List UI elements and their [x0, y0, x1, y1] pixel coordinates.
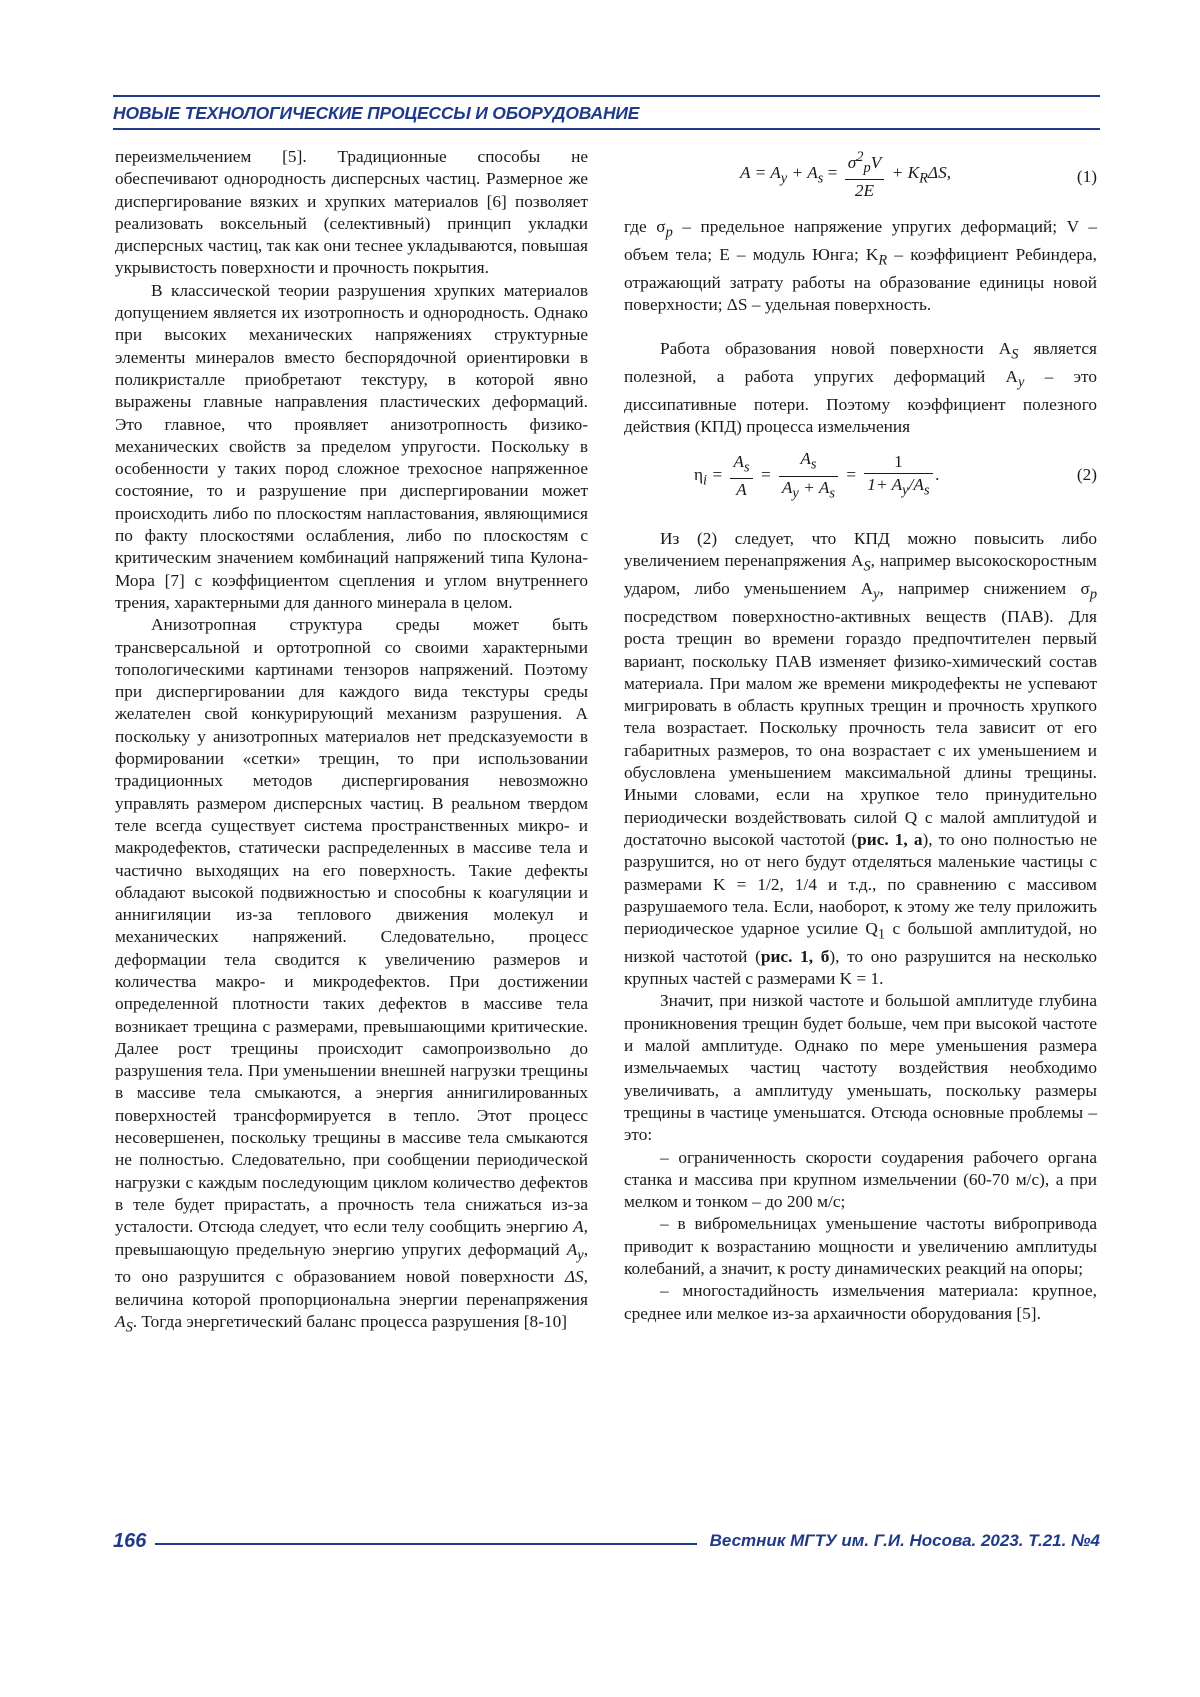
- paragraph-1: переизмельчением [5]. Традиционные способы не обеспечивают однородность дисперсных частиц. Размерное же диспергирование вязких и хрупких материалов [6] позволяет реализовать воксельный (селективный) принцип укладки дисперсных частиц, так как они теснее укладываются, повышая укрывистость поверхности и прочность покрытия.: [115, 146, 588, 280]
- equation-1-body: A = Ay + As = σ2pV 2E + KRΔS,: [740, 146, 951, 202]
- figure-ref-1b: рис. 1, б: [761, 947, 830, 966]
- running-footer: [113, 1530, 1100, 1560]
- list-item-1: – ограниченность скорости соударения рабочего органа станка и массива при крупном измельчении (60-70 м/с), а при мелком и тонком – до 200 м/с;: [624, 1147, 1097, 1214]
- equation-1-fraction: σ2pV 2E: [845, 146, 885, 202]
- figure-ref-1a: рис. 1, а: [857, 830, 922, 849]
- equation-2-body: ηi = As A = As Ay + As = 1 1+ Ay/As .: [694, 448, 940, 504]
- p3-c: , величина которой пропорциональна энергии перенапряжения: [115, 1267, 588, 1308]
- kpd-paragraph: Из (2) следует, что КПД можно повысить либо увеличением перенапряжения AS, например высокоскоростным ударом, либо уменьшением Ay, например снижением σp посредством поверхностно-активных веществ (ПАВ). Для роста трещин во времени гораздо предпочтителен первый вариант, поскольку ПАВ изменяет физико-химический состав материала. При малом же времени микродефекты не успевают мигрировать в область крупных трещин и прочность хрупкого тела возрастает. Поскольку прочность тела зависит от его габаритных размеров, то она возрастает с их уменьшением и обусловлена уменьшением максимальной длины трещины. Иными словами, если на хрупкое тело принудительно периодически воздействовать силой Q с малой амплитудой и достаточно высокой частотой (рис. 1, а), то оно полностью не разрушится, но от него будут отделяться маленькие частицы с размерами K = 1/2, 1/4 и т.д., по сравнению с массивом разрушаемого тела. Если, наоборот, к этому же телу приложить периодическое ударное усилие Q1 с большой амплитудой, но низкой частотой (рис. 1, б), то оно разрушится на несколько крупных частей с размерами K = 1.: [624, 528, 1097, 990]
- p3-b: , то оно разрушится с образованием новой поверхности: [115, 1240, 588, 1287]
- left-column: [115, 146, 588, 1339]
- list-item-2: – в вибромельницах уменьшение частоты вибропривода приводит к возрастанию мощности и увеличению амплитуды колебаний, а значит, к росту динамических реакций на опоры;: [624, 1213, 1097, 1280]
- page-number: 166: [113, 1530, 146, 1553]
- symbol-dS: ΔS: [565, 1267, 584, 1286]
- symbol-S: S: [126, 1319, 133, 1335]
- running-header: [113, 95, 1100, 130]
- work-paragraph: Работа образования новой поверхности AS является полезной, а работа упругих деформаций Ay – это диссипативные потери. Поэтому коэффициент полезного действия (КПД) процесса измельчения: [624, 338, 1097, 438]
- where-paragraph: где σp – предельное напряжение упругих деформаций; V – объем тела; E – модуль Юнга; KR – коэффициент Ребиндера, отражающий затрату работы на образование единицы новой поверхности; ΔS – удельная поверхность.: [624, 216, 1097, 316]
- list-item-3: – многостадийность измельчения материала: крупное, среднее или мелкое из-за архаичности оборудования [5].: [624, 1280, 1097, 1325]
- symbol-Ay: A: [567, 1240, 578, 1259]
- symbol-As: A: [115, 1312, 126, 1331]
- right-column: [624, 146, 1097, 1325]
- p3-d: . Тогда энергетический баланс процесса разрушения [8-10]: [133, 1312, 567, 1331]
- journal-citation: Вестник МГТУ им. Г.И. Носова. 2023. Т.21. №4: [710, 1531, 1100, 1551]
- symbol-A: A: [573, 1217, 584, 1236]
- footer-rule: [155, 1543, 697, 1545]
- equation-1-number: (1): [1077, 166, 1097, 188]
- equation-1: [624, 146, 1097, 216]
- equation-2: [624, 444, 1097, 524]
- symbol-y: y: [577, 1247, 583, 1263]
- section-title: НОВЫЕ ТЕХНОЛОГИЧЕСКИЕ ПРОЦЕССЫ И ОБОРУДОВАНИЕ: [113, 97, 1100, 128]
- header-rule-bottom: [113, 128, 1100, 130]
- frequency-paragraph: Значит, при низкой частоте и большой амплитуде глубина проникновения трещин будет больше, чем при высокой частоте и малой амплитуде. Однако по мере уменьшения размера измельчаемых частиц частоту воздействия необходимо увеличивать, а амплитуду уменьшать, поскольку размеры трещины в частице уменьшатся. Отсюда основные проблемы – это:: [624, 990, 1097, 1146]
- p3-text: Анизотропная структура среды может быть трансверсальной и ортотропной со своими характерными топологическими картинами тензоров напряжений. Поэтому при диспергировании для каждого вида текстуры среды желателен свой конкурирующий механизм разрушения. А поскольку у анизотропных материалов нет предсказуемости в формировании «сетки» трещин, то при использовании традиционных методов диспергирования невозможно управлять размером дисперсных частиц. В реальном твердом теле всегда существует система пространственных микро- и макродефектов, статически распределенных в массиве тела и частично выходящих на его поверхность. Такие дефекты обладают высокой подвижностью и способны к коагуляции и аннигиляции из-за теплового движения молекул и механических напряжений. Следовательно, процесс деформации тела сводится к увеличению размеров и количества макро- и микродефектов. При достижении определенной плотности таких дефектов в массиве тела возникает трещина с размерами, превышающими критические. Далее рост трещины происходит самопроизвольно до разрушения тела. При уменьшении внешней нагрузки трещины в массиве тела смыкаются, а энергия аннигилированных поверхностей трансформируется в тепло. Этот процесс несовершенен, поскольку трещины в массиве тела смыкаются не полностью. Следовательно, при сообщении периодической нагрузки с каждым последующим циклом количество дефектов в теле будет прирастать, а прочность тела снижаться из-за усталости. Отсюда следует, что если телу сообщить энергию: [115, 615, 588, 1236]
- equation-2-number: (2): [1077, 464, 1097, 486]
- paragraph-3: [115, 614, 588, 1338]
- paragraph-2: В классической теории разрушения хрупких материалов допущением является их изотропность и однородность. Однако при высоких механических напряжениях структурные элементы минералов вместо беспорядочной ориентировки в поликристалле приобретают текстуру, в которой явно выражены главные направления пластических деформаций. Это главное, что проявляет анизотропность физико-механических свойств за пределом упругости. Поскольку в особенности у таких пород сложное трехосное напряженное состояние, то и разрушение при диспергировании может происходить либо по плоскостям напластования, являющимися по факту плоскостями ослабления, либо по плоскостям с критическим значением комбинаций напряжений типа Кулона-Мора [7] с коэффициентом сцепления и углом внутреннего трения, характерными для данного минерала в целом.: [115, 280, 588, 614]
- p3-mid: , превышающую предельную энергию упругих деформаций: [115, 1217, 588, 1258]
